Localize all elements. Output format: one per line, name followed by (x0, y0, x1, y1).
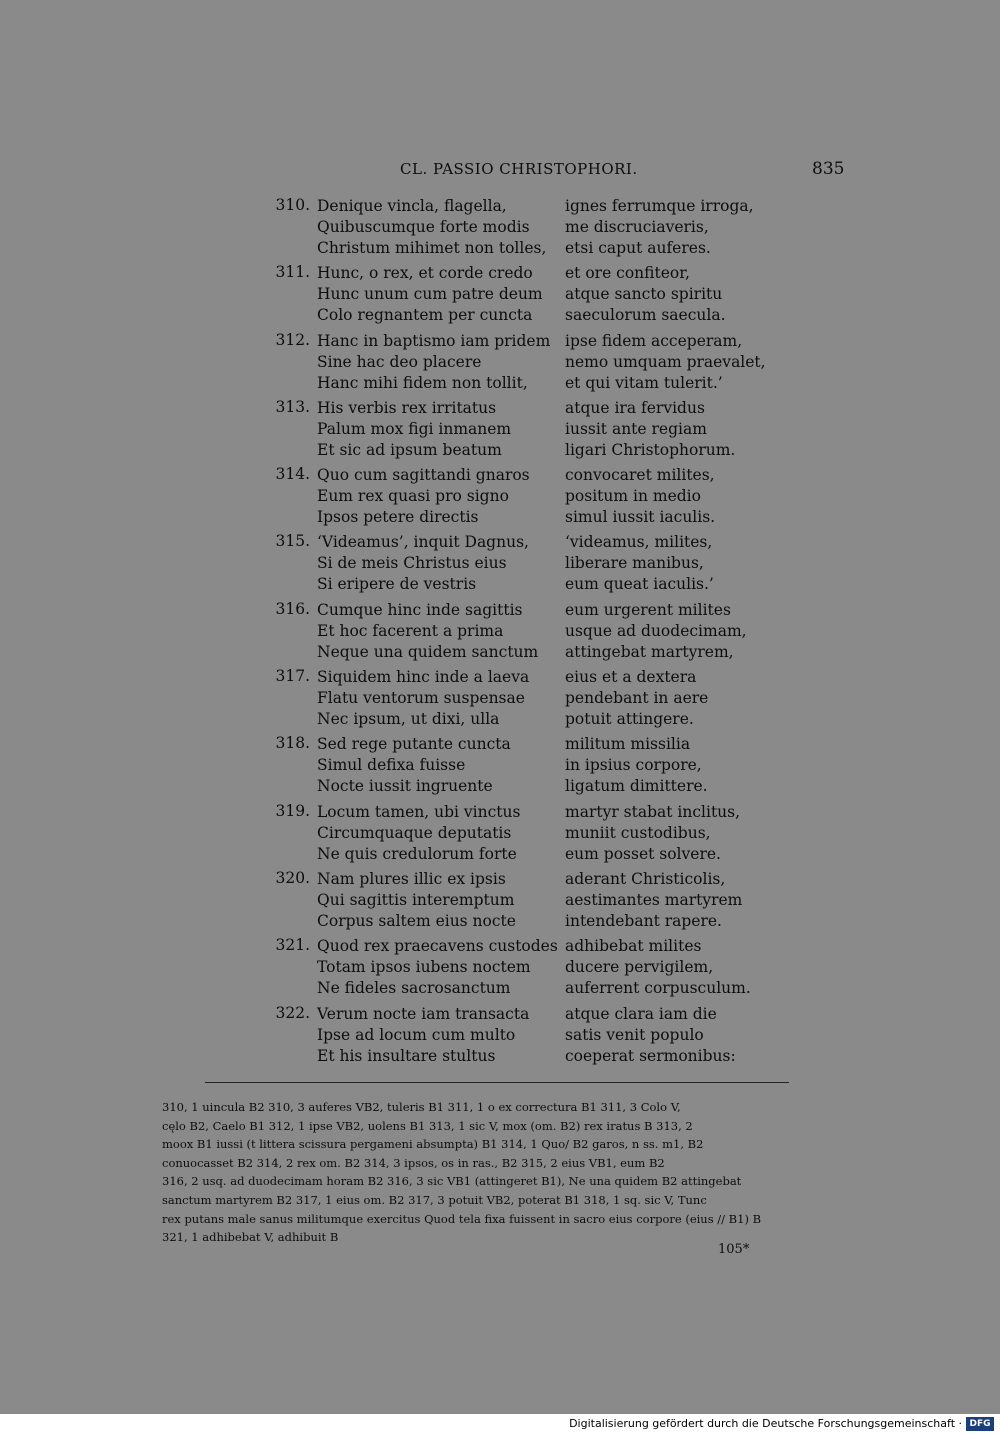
verse-half-left: Palum mox figi inmanem (317, 419, 512, 438)
verse-half-left: Ne quis credulorum forte (317, 844, 517, 863)
stanza (262, 331, 782, 398)
verse-half-right: usque ad duodecimam, (565, 621, 747, 640)
stanza (262, 869, 782, 936)
verse-half-left: Sed rege putante cuncta (317, 735, 511, 754)
stanza-number: 321. (275, 936, 310, 955)
verse-half-right: eum queat iaculis.’ (565, 575, 714, 594)
verse-half-right: martyr stabat inclitus, (565, 802, 741, 821)
verse-half-right: muniit custodibus, (565, 823, 711, 842)
verse-half-left: Et sic ad ipsum beatum (317, 440, 502, 459)
verse-half-left: Si de meis Christus eius (317, 554, 507, 573)
verse-half-right: potuit attingere. (565, 710, 694, 729)
stanza-number: 313. (275, 397, 310, 416)
verse-half-left: Flatu ventorum suspensae (317, 689, 525, 708)
stanza (262, 532, 782, 599)
verse-half-left: Nec ipsum, ut dixi, ulla (317, 710, 500, 729)
verse-half-right: liberare manibus, (565, 554, 704, 573)
verse-half-right: ducere pervigilem, (565, 958, 714, 977)
verse-half-right: et qui vitam tulerit.’ (565, 373, 723, 392)
verse-half-right: in ipsius corpore, (565, 756, 702, 775)
verse-half-left: Neque una quidem sanctum (317, 642, 539, 661)
stanza (262, 600, 782, 667)
verse-half-right: me discruciaveris, (565, 218, 709, 236)
apparatus-line: conuocasset B2 314, 2 rex om. B2 314, 3 ipsos, os in ras., B2 315, 2 eius VB1, eum B2 (162, 1155, 665, 1170)
stanza-number: 322. (275, 1003, 310, 1022)
verse-half-right: aderant Christicolis, (565, 869, 726, 888)
verse-half-right: convocaret milites, (565, 466, 715, 485)
verse-half-left: Qui sagittis interemptum (317, 890, 515, 909)
verse-half-right: satis venit populo (565, 1025, 704, 1044)
apparatus-line: cęlo B2, Caelo B1 312, 1 ipse VB2, uolens B1 313, 1 sic V, mox (om. B2) rex iratus B 313, 2 (162, 1118, 693, 1133)
stanza (262, 263, 782, 330)
verse-half-left: Nam plures illic ex ipsis (317, 869, 506, 888)
stanza (262, 196, 782, 263)
verse-half-right: simul iussit iaculis. (565, 508, 716, 527)
verse-half-right: ipse fidem acceperam, (565, 331, 743, 350)
dfg-logo-icon: DFG (966, 1417, 994, 1431)
verse-half-left: Christum mihimet non tolles, (317, 239, 547, 257)
footnote-rule (205, 1082, 789, 1083)
verse-half-right: eum urgerent milites (565, 600, 731, 619)
verse-half-left: Quo cum sagittandi gnaros (317, 466, 530, 485)
apparatus-line: moox B1 iussi (t littera scissura pergameni absumpta) B1 314, 1 Quo/ B2 garos, n ss. m1, B2 (162, 1137, 704, 1152)
verse-half-left: Hunc unum cum patre deum (317, 285, 543, 304)
signature-mark: 105* (718, 1242, 750, 1257)
verse-half-right: ligari Christophorum. (565, 440, 736, 459)
stanza-number: 315. (275, 532, 310, 551)
page-number: 835 (812, 159, 845, 179)
verse-half-left: Simul defixa fuisse (317, 756, 466, 775)
verse-half-left: Siquidem hinc inde a laeva (317, 668, 530, 687)
verse-half-left: Corpus saltem eius nocte (317, 911, 516, 930)
stanza-number: 317. (275, 667, 310, 686)
funding-footer (0, 1414, 1000, 1434)
verse-half-right: eius et a dextera (565, 668, 697, 687)
stanza-number: 316. (275, 599, 310, 618)
stanza (262, 936, 782, 1003)
verse-half-right: eum posset solvere. (565, 844, 721, 863)
verse-half-left: Si eripere de vestris (317, 575, 477, 594)
stanza (262, 734, 782, 801)
apparatus-line: rex putans male sanus militumque exercitus Quod tela fixa fuissent in sacro eius corpore (eius // B1) B (162, 1211, 762, 1226)
verse-half-right: atque sancto spiritu (565, 285, 723, 304)
funding-notice: Digitalisierung gefördert durch die Deutsche Forschungsgemeinschaft · (569, 1417, 962, 1430)
verse-half-right: pendebant in aere (565, 689, 709, 708)
verse-half-left: Nocte iussit ingruente (317, 777, 493, 796)
page-header (0, 160, 1000, 182)
stanza (262, 465, 782, 532)
verse-half-left: Hanc in baptismo iam pridem (317, 331, 551, 350)
verse-half-right: saeculorum saecula. (565, 306, 726, 325)
verse-half-left: Sine hac deo placere (317, 352, 482, 371)
verse-half-left: Circumquaque deputatis (317, 823, 512, 842)
verse-half-right: atque clara iam die (565, 1004, 717, 1023)
verse-half-left: Ipsos petere directis (317, 508, 479, 527)
verse-half-left: His verbis rex irritatus (317, 398, 497, 417)
running-title: CL. PASSIO CHRISTOPHORI. (400, 160, 638, 178)
verse-half-right: militum missilia (565, 735, 691, 754)
verse-half-left: Hanc mihi fidem non tollit, (317, 373, 528, 392)
stanza-number: 320. (275, 868, 310, 887)
stanza-number: 311. (275, 263, 310, 282)
verse-half-right: ‘videamus, milites, (565, 533, 713, 552)
verse-half-left: Hunc, o rex, et corde credo (317, 264, 533, 283)
verse-half-right: auferrent corpusculum. (565, 979, 751, 998)
verse-half-left: Et his insultare stultus (317, 1046, 496, 1065)
stanza (262, 1004, 782, 1071)
verse-half-right: ligatum dimittere. (565, 777, 708, 796)
verse-half-left: Et hoc facerent a prima (317, 621, 504, 640)
verse-half-left: Cumque hinc inde sagittis (317, 600, 523, 619)
verse-half-right: iussit ante regiam (565, 419, 707, 438)
verse-half-left: Eum rex quasi pro signo (317, 487, 509, 506)
verse-half-right: atque ira fervidus (565, 398, 705, 417)
verse-half-left: Ne fideles sacrosanctum (317, 979, 511, 998)
verse-half-left: Verum nocte iam transacta (317, 1004, 530, 1023)
verse-half-right: positum in medio (565, 487, 701, 506)
stanza-number: 314. (275, 465, 310, 484)
verse-half-right: etsi caput auferes. (565, 239, 711, 257)
verse-half-left: Denique vincla, flagella, (317, 197, 507, 215)
verse-half-right: attingebat martyrem, (565, 642, 734, 661)
apparatus-line: 321, 1 adhibebat V, adhibuit B (162, 1230, 339, 1245)
stanza (262, 398, 782, 465)
critical-apparatus (162, 1098, 834, 1247)
apparatus-line: 310, 1 uincula B2 310, 3 auferes VB2, tuleris B1 311, 1 o ex correctura B1 311, 3 Colo V, (162, 1100, 681, 1114)
verse-half-left: Locum tamen, ubi vinctus (317, 802, 521, 821)
verse-half-left: Totam ipsos iubens noctem (317, 958, 531, 977)
stanza (262, 802, 782, 869)
verse-half-right: et ore confiteor, (565, 264, 690, 283)
stanza-number: 318. (275, 734, 310, 753)
verse-half-right: nemo umquam praevalet, (565, 352, 766, 371)
stanza-number: 312. (275, 330, 310, 349)
verse-half-left: Colo regnantem per cuncta (317, 306, 533, 325)
verse-half-left: ‘Videamus’, inquit Dagnus, (317, 533, 529, 552)
apparatus-line: 316, 2 usq. ad duodecimam horam B2 316, 3 sic VB1 (attingeret B1), Ne una quidem B2 attingebat (162, 1174, 742, 1189)
stanza-number: 310. (275, 196, 310, 214)
verse-half-right: adhibebat milites (565, 937, 702, 956)
verse-half-right: intendebant rapere. (565, 911, 722, 930)
poem-text (262, 196, 782, 1071)
verse-half-left: Quibuscumque forte modis (317, 218, 530, 236)
stanza (262, 667, 782, 734)
apparatus-line: sanctum martyrem B2 317, 1 eius om. B2 317, 3 potuit VB2, poterat B1 318, 1 sq. sic V, Tunc (162, 1192, 707, 1207)
verse-half-right: aestimantes martyrem (565, 890, 743, 909)
verse-half-left: Ipse ad locum cum multo (317, 1025, 516, 1044)
stanza-number: 319. (275, 801, 310, 820)
verse-half-right: ignes ferrumque irroga, (565, 197, 754, 215)
verse-half-left: Quod rex praecavens custodes (317, 937, 558, 956)
verse-half-right: coeperat sermonibus: (565, 1046, 736, 1065)
